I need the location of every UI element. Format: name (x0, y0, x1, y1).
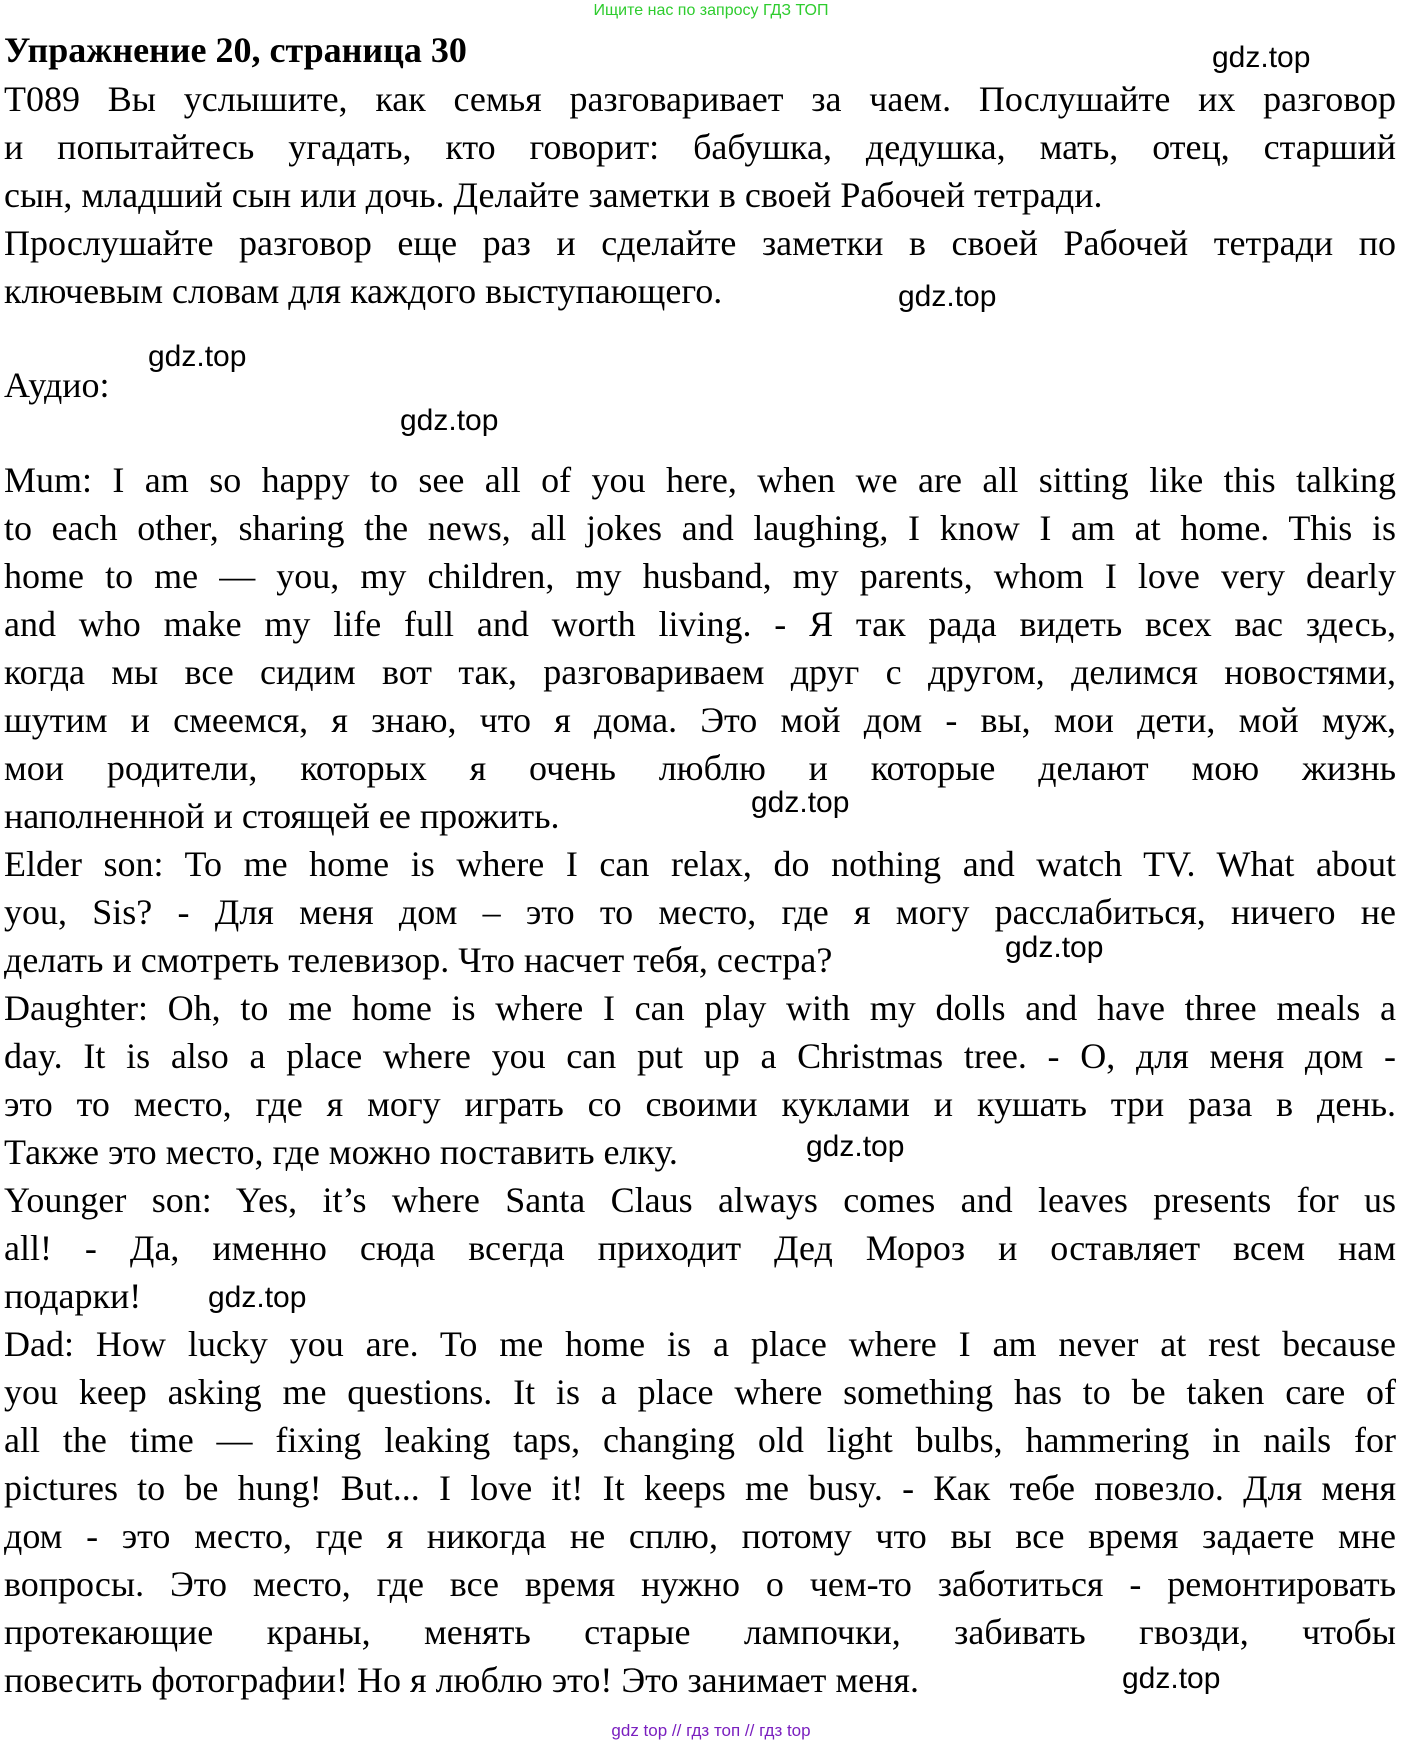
intro-paragraph (4, 75, 1396, 315)
watermark: gdz.top (208, 1281, 307, 1314)
dialog-line: day. It is also a place where you can put up a Christmas tree. - О, для меня дом - (4, 1036, 1396, 1076)
dialog-line: это то место, где я могу играть со своими куклами и кушать три раза в день. (4, 1084, 1396, 1124)
bottom-banner: gdz top // гдз топ // гдз top (611, 1721, 811, 1740)
dialog-line: you keep asking me questions. It is a place where something has to be taken care of (4, 1372, 1396, 1412)
dialog-line: подарки! (4, 1276, 142, 1316)
watermark: gdz.top (400, 404, 499, 437)
watermark: gdz.top (1212, 41, 1311, 74)
intro-line: сын, младший сын или дочь. Делайте заметки в своей Рабочей тетради. (4, 175, 1103, 215)
dialog-line: to each other, sharing the news, all jokes and laughing, I know I am at home. This is (4, 508, 1396, 548)
dialog-line: вопросы. Это место, где все время нужно о чем-то заботиться - ремонтировать (4, 1564, 1396, 1604)
top-banner: Ищите нас по запросу ГДЗ ТОП (593, 2, 829, 19)
watermark: gdz.top (898, 280, 997, 313)
watermark: gdz.top (1122, 1662, 1221, 1695)
dialog-line: мои родители, которых я очень люблю и которые делают мою жизнь (4, 748, 1396, 788)
dialog-line: повесить фотографии! Но я люблю это! Это занимает меня. (4, 1660, 919, 1700)
watermark: gdz.top (1005, 931, 1104, 964)
watermark: gdz.top (806, 1130, 905, 1163)
page-title: Упражнение 20, страница 30 (4, 30, 467, 70)
dialog-line: шутим и смеемся, я знаю, что я дома. Это мой дом - вы, мои дети, мой муж, (4, 700, 1396, 740)
intro-line: ключевым словам для каждого выступающего. (4, 271, 723, 311)
dialog-line: Daughter: Oh, to me home is where I can play with my dolls and have three meals a (4, 988, 1396, 1028)
intro-line: и попытайтесь угадать, кто говорит: бабушка, дедушка, мать, отец, старший (4, 127, 1396, 167)
intro-line: Т089 Вы услышите, как семья разговаривает за чаем. Послушайте их разговор (4, 79, 1396, 119)
dialog-line: протекающие краны, менять старые лампочки, забивать гвозди, чтобы (4, 1612, 1396, 1652)
dialog-line: наполненной и стоящей ее прожить. (4, 796, 560, 836)
audio-label: Аудио: (4, 365, 110, 405)
dialog-line: Younger son: Yes, it’s where Santa Claus always comes and leaves presents for us (4, 1180, 1396, 1220)
dialog-line: you, Sis? - Для меня дом – это то место, где я могу расслабиться, ничего не (4, 892, 1396, 932)
dialog-line: pictures to be hung! But... I love it! It keeps me busy. - Как тебе повезло. Для меня (4, 1468, 1396, 1508)
dialog-line: all! - Да, именно сюда всегда приходит Дед Мороз и оставляет всем нам (4, 1228, 1396, 1268)
dialog-line: делать и смотреть телевизор. Что насчет тебя, сестра? (4, 940, 833, 980)
watermark: gdz.top (751, 786, 850, 819)
dialog-line: Mum: I am so happy to see all of you here, when we are all sitting like this talking (4, 460, 1396, 500)
dialog-line: and who make my life full and worth living. - Я так рада видеть всех вас здесь, (4, 604, 1396, 644)
dialog-line: дом - это место, где я никогда не сплю, потому что вы все время задаете мне (4, 1516, 1396, 1556)
dialog-line: Также это место, где можно поставить елку. (4, 1132, 678, 1172)
dialog-transcript (4, 456, 1396, 1704)
watermark: gdz.top (148, 340, 247, 373)
dialog-line: home to me — you, my children, my husband, my parents, whom I love very dearly (4, 556, 1396, 596)
dialog-line: Dad: How lucky you are. To me home is a place where I am never at rest because (4, 1324, 1396, 1364)
dialog-line: all the time — fixing leaking taps, changing old light bulbs, hammering in nails for (4, 1420, 1396, 1460)
dialog-line: когда мы все сидим вот так, разговариваем друг с другом, делимся новостями, (4, 652, 1396, 692)
intro-line: Прослушайте разговор еще раз и сделайте заметки в своей Рабочей тетради по (4, 223, 1396, 263)
dialog-line: Elder son: To me home is where I can relax, do nothing and watch TV. What about (4, 844, 1396, 884)
